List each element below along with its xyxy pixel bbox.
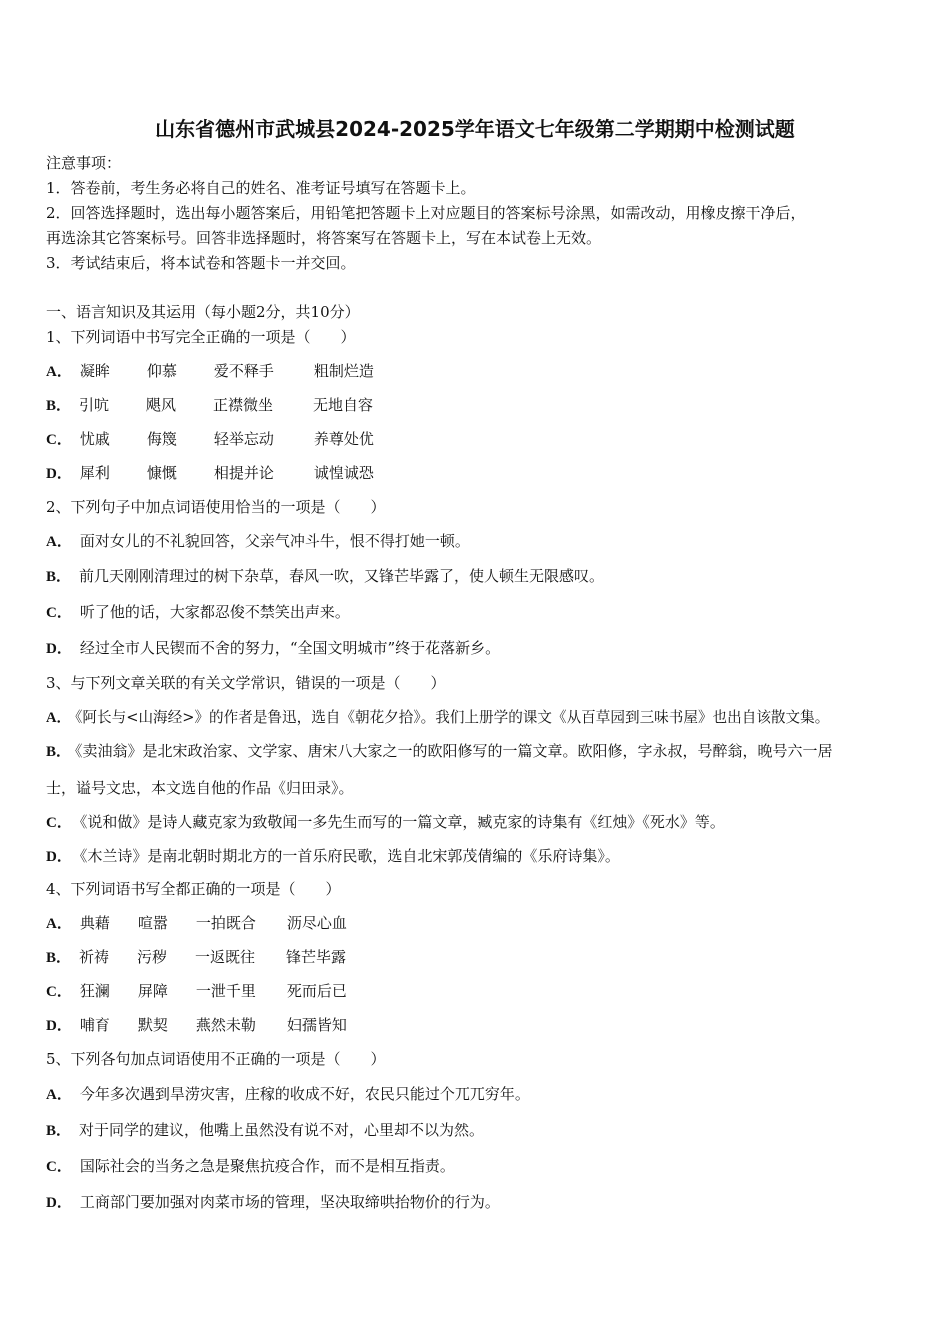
option-key: A． [46,710,72,726]
option-key: C． [46,1159,72,1175]
q2-option-d [46,637,500,658]
option-key: B． [46,744,72,760]
q3-option-a [46,706,829,727]
q5-option-a [46,1083,530,1104]
option-key: D． [46,466,72,482]
option-key: A． [46,534,72,550]
q4-option-a [46,912,345,933]
q3-option-b [46,740,833,761]
question-4-stem: 4、下列词语书写全都正确的一项是（ ） [46,880,341,898]
word: 一泄千里 [195,982,256,1000]
q1-option-d [46,462,374,483]
option-text: 《阿长与<山海经>》的作者是鲁迅，选自《朝花夕拾》。我们上册学的课文《从百草园到三味书屋》也出自该散文集。 [75,709,830,726]
option-text: 《说和做》是诗人藏克家为致敬闻一多先生而写的一篇文章，臧克家的诗集有《红烛》《死水》等。 [79,813,725,831]
word: 慷慨 [146,464,177,482]
word: 典藉 [79,914,110,932]
option-key: C． [46,815,72,831]
word: 侮篾 [146,430,177,448]
word: 哺育 [79,1016,110,1034]
word: 沥尽心血 [286,914,347,932]
word: 屏障 [137,982,168,1000]
word: 默契 [137,1016,168,1034]
word: 狂澜 [79,982,110,1000]
notice-heading: 注意事项： [46,154,122,172]
word: 死而后已 [286,982,347,1000]
notice-item: 2．回答选择题时，选出每小题答案后，用铅笔把答题卡上对应题目的答案标号涂黑，如需改动，用橡皮擦干净后， [46,204,806,222]
word: 相提并论 [213,464,274,482]
q3-option-d [46,845,620,866]
option-key: D． [46,849,72,865]
option-key: A． [46,916,72,932]
word: 正襟微坐 [213,396,274,414]
word: 仰慕 [146,362,177,380]
word: 燕然未勒 [195,1016,256,1034]
q1-option-a [46,360,374,381]
question-1-stem: 1、下列词语中书写完全正确的一项是（ ） [46,328,356,346]
page-title: 山东省德州市武城县2024-2025学年语文七年级第二学期期中检测试题 [155,117,795,141]
question-5-stem: 5、下列各句加点词语使用不正确的一项是（ ） [46,1050,386,1068]
q4-option-d [46,1014,345,1035]
word: 喧嚣 [137,914,168,932]
option-key: C． [46,984,72,1000]
q5-option-c [46,1155,455,1176]
option-text: 士，谥号文忠，本文选自他的作品《归田录》。 [46,779,354,797]
word: 轻举忘动 [213,430,274,448]
q2-option-a [46,530,470,551]
question-2-stem: 2、下列句子中加点词语使用恰当的一项是（ ） [46,498,386,516]
word: 一拍既合 [195,914,256,932]
option-key: B． [46,569,72,585]
option-text: 国际社会的当务之急是聚焦抗疫合作，而不是相互指责。 [79,1157,455,1175]
option-text: 前几天刚刚清理过的树下杂草，春风一吹，又锋芒毕露了，使人顿生无限感叹。 [79,567,605,585]
option-key: D． [46,1195,72,1211]
word: 祈祷 [79,948,110,966]
option-key: B． [46,398,72,414]
word: 锋芒毕露 [286,948,347,966]
option-text: 对于同学的建议，他嘴上虽然没有说不对，心里却不以为然。 [79,1121,485,1139]
option-key: C． [46,432,72,448]
word: 一返既往 [195,948,256,966]
q1-option-b [46,394,373,415]
word: 飓风 [146,396,177,414]
section-heading: 一、语言知识及其运用（每小题2分，共10分） [46,303,360,321]
option-text: 《卖油翁》是北宋政治家、文学家、唐宋八大家之一的欧阳修写的一篇文章。欧阳修，字永叔，号醉翁，晚号六一居 [75,742,833,760]
word: 凝眸 [79,362,110,380]
option-key: A． [46,1087,72,1103]
word: 污秽 [137,948,168,966]
option-key: B． [46,1123,72,1139]
q1-option-c [46,428,374,449]
word: 引吭 [79,396,110,414]
notice-item: 再选涂其它答案标号。回答非选择题时，将答案写在答题卡上，写在本试卷上无效。 [46,229,602,247]
option-text: 经过全市人民锲而不舍的努力，“全国文明城市”终于花落新乡。 [79,639,501,657]
word: 养尊处优 [313,430,374,448]
option-key: D． [46,1018,72,1034]
word: 妇孺皆知 [286,1016,347,1034]
word: 无地自容 [313,396,374,414]
q3-option-b-cont [46,777,354,798]
q3-option-c [46,811,725,832]
q5-option-d [46,1191,500,1212]
word: 爱不释手 [213,362,274,380]
option-text: 今年多次遇到旱涝灾害，庄稼的收成不好，农民只能过个兀兀穷年。 [79,1085,530,1103]
question-3-stem: 3、与下列文章关联的有关文学常识，错误的一项是（ ） [46,674,446,692]
q2-option-c [46,601,350,622]
word: 粗制烂造 [313,362,374,380]
notice-item: 1．答卷前，考生务必将自己的姓名、准考证号填写在答题卡上。 [46,179,476,197]
word: 诚惶诚恐 [313,464,374,482]
word: 忧戚 [79,430,110,448]
option-text: 面对女儿的不礼貌回答，父亲气冲斗牛，恨不得打她一顿。 [79,532,470,550]
word: 犀利 [79,464,110,482]
option-text: 工商部门要加强对肉菜市场的管理，坚决取缔哄抬物价的行为。 [79,1193,500,1211]
q4-option-c [46,980,345,1001]
q5-option-b [46,1119,484,1140]
option-key: C． [46,605,72,621]
option-key: B． [46,950,72,966]
option-text: 《木兰诗》是南北朝时期北方的一首乐府民歌，选自北宋郭茂倩编的《乐府诗集》。 [79,847,620,865]
option-key: A． [46,364,72,380]
option-key: D． [46,641,72,657]
option-text: 听了他的话，大家都忍俊不禁笑出声来。 [79,603,350,621]
q2-option-b [46,565,604,586]
q4-option-b [46,946,347,967]
notice-item: 3．考试结束后，将本试卷和答题卡一并交回。 [46,254,356,272]
